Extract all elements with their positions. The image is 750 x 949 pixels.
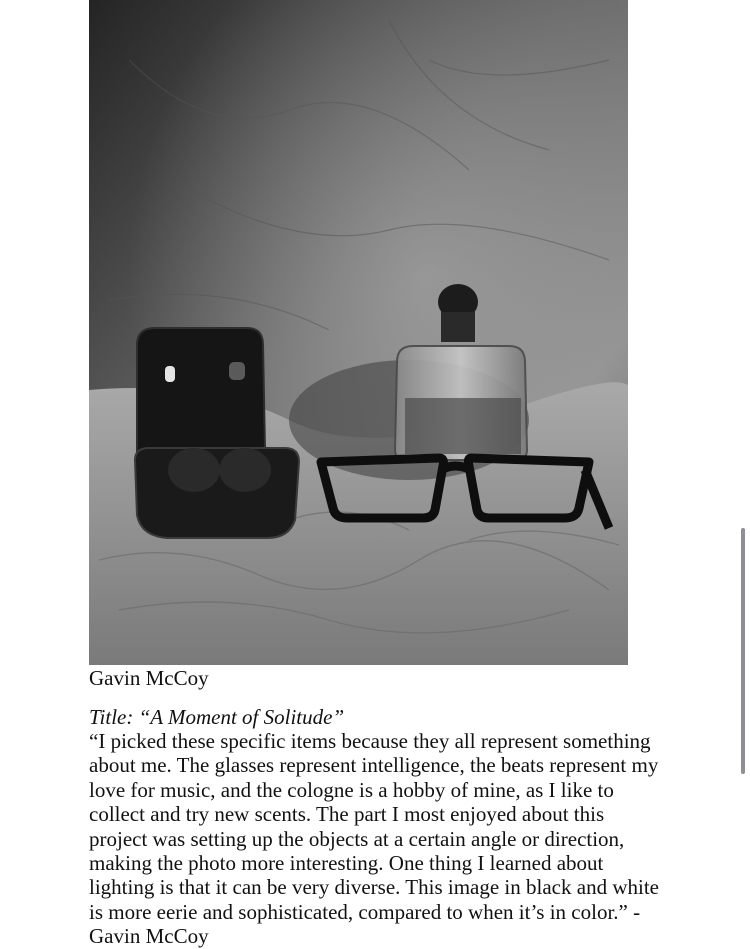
- statement-line: making the photo more interesting. One thing I learned about: [89, 851, 604, 876]
- still-life-photo: [89, 0, 628, 665]
- statement-line: love for music, and the cologne is a hobby of mine, as I like to: [89, 777, 614, 802]
- statement-line: collect and try new scents. The part I most enjoyed about this: [89, 802, 605, 827]
- author-name: Gavin McCoy: [89, 666, 209, 690]
- statement-line: Gavin McCoy: [89, 924, 209, 949]
- statement-line: about me. The glasses represent intelligence, the beats represent my: [89, 753, 659, 778]
- statement-line: is more eerie and sophisticated, compared to when it’s in color.” -: [89, 899, 641, 924]
- statement-line: project was setting up the objects at a certain angle or direction,: [89, 826, 625, 851]
- statement-line: “I picked these specific items because they all represent something: [89, 729, 651, 753]
- scrollbar-thumb[interactable]: [741, 528, 745, 774]
- statement-line: lighting is that it can be very diverse. This image in black and white: [89, 875, 659, 900]
- photo-title: Title: “A Moment of Solitude”: [89, 705, 345, 729]
- artist-statement: [89, 729, 664, 949]
